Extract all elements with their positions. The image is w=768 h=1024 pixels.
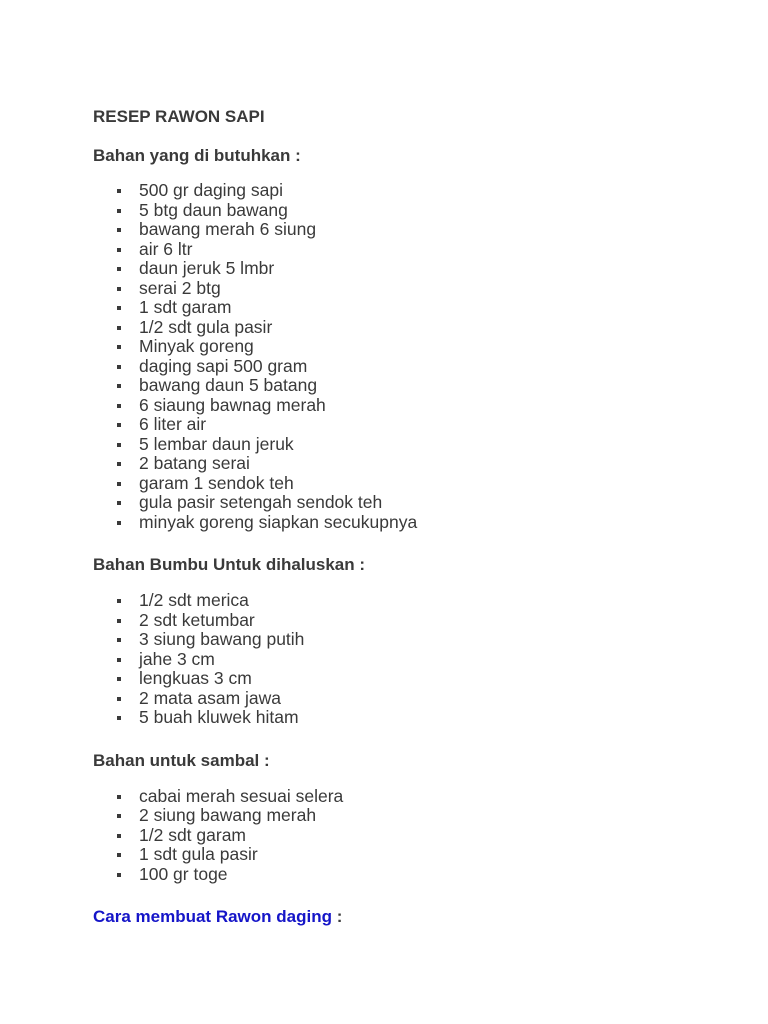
list-item — [93, 298, 733, 318]
recipe-title: RESEP RAWON SAPI — [93, 107, 265, 126]
list-item-text: 6 liter air — [139, 414, 207, 434]
section-heading-sambal: Bahan untuk sambal : — [93, 750, 270, 770]
square-bullet-icon — [117, 462, 121, 466]
list-item-text: 1/2 sdt merica — [139, 590, 249, 610]
recipe-document — [93, 106, 733, 928]
list-item — [93, 220, 733, 240]
section-bumbu — [93, 554, 733, 728]
list-item — [93, 240, 733, 260]
square-bullet-icon — [117, 404, 121, 408]
list-item — [93, 454, 733, 474]
square-bullet-icon — [117, 658, 121, 662]
square-bullet-icon — [117, 384, 121, 388]
list-item — [93, 337, 733, 357]
list-item-text: 1/2 sdt garam — [139, 824, 246, 845]
list-item — [93, 826, 733, 846]
square-bullet-icon — [117, 267, 121, 271]
square-bullet-icon — [117, 697, 121, 701]
list-item-text: gula pasir setengah sendok teh — [139, 492, 383, 512]
list-item-text: 2 mata asam jawa — [139, 687, 282, 708]
square-bullet-icon — [117, 423, 121, 427]
square-bullet-icon — [117, 501, 121, 505]
square-bullet-icon — [117, 345, 121, 349]
list-item — [93, 435, 733, 455]
square-bullet-icon — [117, 482, 121, 486]
list-item-text: 2 batang serai — [139, 453, 250, 473]
square-bullet-icon — [117, 814, 121, 818]
list-item-text: 5 lembar daun jeruk — [139, 433, 294, 454]
square-bullet-icon — [117, 287, 121, 291]
square-bullet-icon — [117, 248, 121, 252]
square-bullet-icon — [117, 443, 121, 447]
list-item — [93, 513, 733, 533]
list-item — [93, 611, 733, 631]
ingredient-list-bumbu — [93, 591, 733, 728]
square-bullet-icon — [117, 306, 121, 310]
list-item — [93, 181, 733, 201]
list-item — [93, 689, 733, 709]
list-item-text: cabai merah sesuai selera — [139, 785, 344, 806]
list-item-text: daging sapi 500 gram — [139, 355, 308, 376]
list-item-text: serai 2 btg — [139, 277, 221, 298]
list-item-text: daun jeruk 5 lmbr — [139, 258, 275, 278]
list-item-text: 1 sdt gula pasir — [139, 844, 258, 864]
list-item-text: 2 siung bawang merah — [139, 805, 317, 825]
cooking-method-heading-colon: : — [331, 907, 343, 926]
cooking-method-heading — [93, 906, 733, 928]
list-item — [93, 376, 733, 396]
list-item — [93, 630, 733, 650]
list-item — [93, 357, 733, 377]
cooking-method-heading-text: Cara membuat Rawon daging — [93, 907, 332, 926]
list-item — [93, 669, 733, 689]
list-item — [93, 806, 733, 826]
square-bullet-icon — [117, 716, 121, 720]
square-bullet-icon — [117, 834, 121, 838]
square-bullet-icon — [117, 209, 121, 213]
list-item-text: 5 buah kluwek hitam — [139, 707, 299, 727]
list-item-text: 3 siung bawang putih — [139, 629, 305, 649]
square-bullet-icon — [117, 638, 121, 642]
list-item-text: Minyak goreng — [139, 336, 254, 356]
list-item-text: 6 siaung bawnag merah — [139, 394, 326, 415]
list-item-text: 100 gr toge — [139, 863, 228, 884]
list-item-text: 1 sdt garam — [139, 297, 232, 317]
list-item — [93, 865, 733, 885]
square-bullet-icon — [117, 853, 121, 857]
square-bullet-icon — [117, 521, 121, 525]
list-item — [93, 591, 733, 611]
square-bullet-icon — [117, 795, 121, 799]
list-item-text: lengkuas 3 cm — [139, 668, 252, 688]
list-item-text: jahe 3 cm — [139, 648, 215, 669]
list-item — [93, 259, 733, 279]
square-bullet-icon — [117, 228, 121, 232]
list-item — [93, 201, 733, 221]
section-bahan — [93, 145, 733, 532]
list-item — [93, 493, 733, 513]
square-bullet-icon — [117, 189, 121, 193]
list-item — [93, 474, 733, 494]
list-item — [93, 396, 733, 416]
list-item-text: bawang daun 5 batang — [139, 375, 318, 395]
section-sambal — [93, 750, 733, 885]
section-heading-bumbu: Bahan Bumbu Untuk dihaluskan : — [93, 555, 366, 574]
square-bullet-icon — [117, 677, 121, 681]
list-item — [93, 279, 733, 299]
ingredient-list-bahan — [93, 181, 733, 532]
list-item-text: bawang merah 6 siung — [139, 219, 317, 239]
list-item-text: air 6 ltr — [139, 238, 193, 259]
list-item — [93, 318, 733, 338]
list-item-text: 2 sdt ketumbar — [139, 609, 255, 630]
list-item-text: 500 gr daging sapi — [139, 180, 283, 200]
square-bullet-icon — [117, 599, 121, 603]
list-item-text: 5 btg daun bawang — [139, 199, 288, 220]
square-bullet-icon — [117, 873, 121, 877]
list-item — [93, 787, 733, 807]
square-bullet-icon — [117, 326, 121, 330]
section-heading-bahan: Bahan yang di butuhkan : — [93, 146, 301, 165]
list-item — [93, 650, 733, 670]
square-bullet-icon — [117, 619, 121, 623]
list-item — [93, 415, 733, 435]
square-bullet-icon — [117, 365, 121, 369]
list-item — [93, 845, 733, 865]
list-item — [93, 708, 733, 728]
list-item-text: minyak goreng siapkan secukupnya — [139, 511, 418, 532]
ingredient-list-sambal — [93, 787, 733, 885]
list-item-text: 1/2 sdt gula pasir — [139, 316, 273, 337]
list-item-text: garam 1 sendok teh — [139, 472, 294, 493]
